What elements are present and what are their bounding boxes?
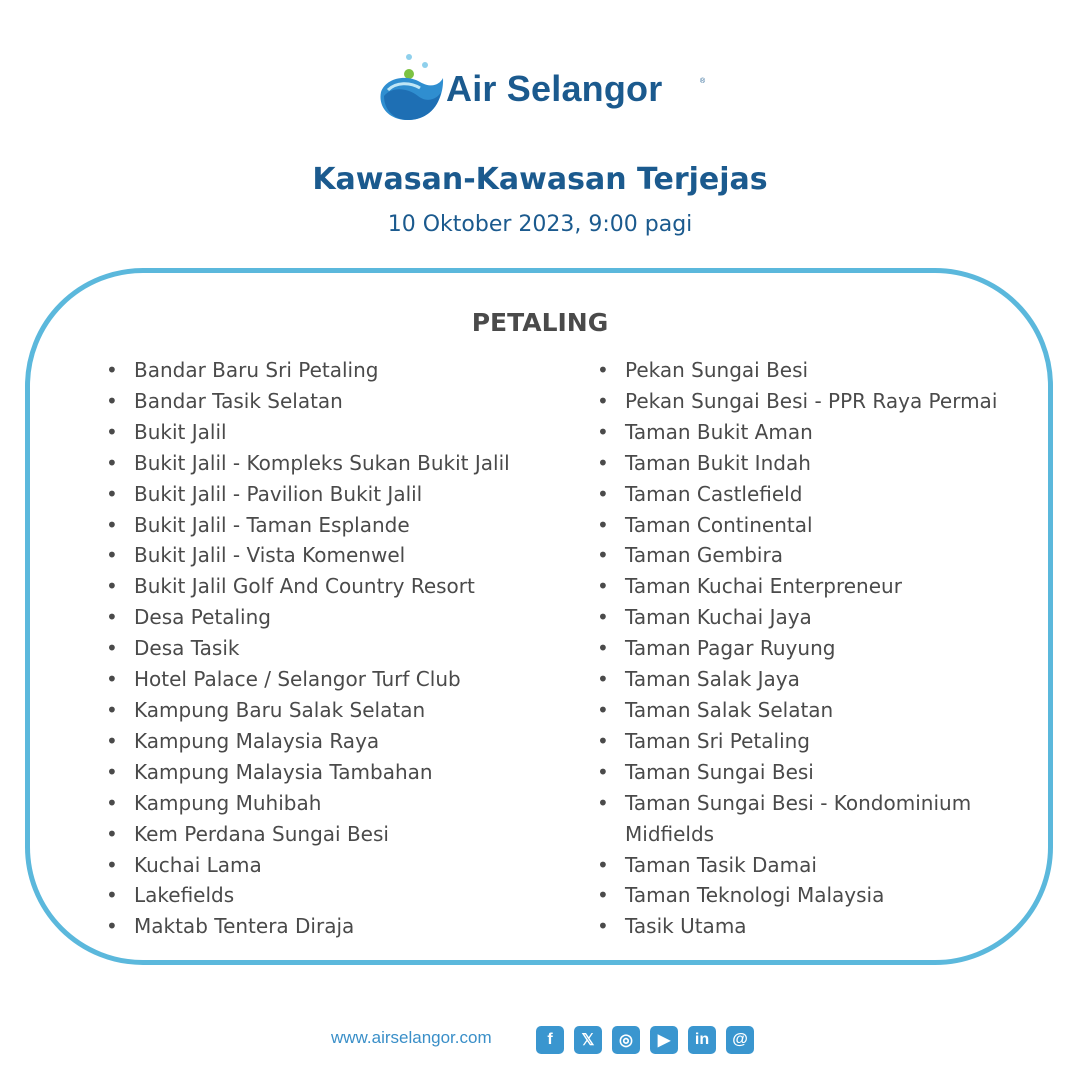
area-list-item: • Pekan Sungai Besi [597, 355, 997, 386]
threads-icon[interactable]: @ [726, 1026, 754, 1054]
area-list-item: • Taman Sungai Besi - Kondominium Midfields [597, 788, 997, 850]
area-list-item: • Pekan Sungai Besi - PPR Raya Permai [597, 386, 997, 417]
district-heading: PETALING [471, 308, 609, 337]
area-list-item: • Kampung Baru Salak Selatan [106, 695, 576, 726]
facebook-icon[interactable]: f [536, 1026, 564, 1054]
area-list-item: • Taman Gembira [597, 540, 997, 571]
area-list-item: • Taman Salak Selatan [597, 695, 997, 726]
page-title: Kawasan-Kawasan Terjejas [312, 162, 768, 197]
area-list-item: • Hotel Palace / Selangor Turf Club [106, 664, 576, 695]
area-list-item: • Bukit Jalil Golf And Country Resort [106, 571, 576, 602]
area-list-item: • Taman Salak Jaya [597, 664, 997, 695]
area-list-item: • Taman Kuchai Jaya [597, 602, 997, 633]
area-list-item: • Desa Petaling [106, 602, 576, 633]
area-list-item: • Lakefields [106, 880, 576, 911]
area-list-item: • Maktab Tentera Diraja [106, 911, 576, 942]
area-list-item: • Taman Kuchai Enterpreneur [597, 571, 997, 602]
area-list-item: • Taman Teknologi Malaysia [597, 880, 997, 911]
instagram-icon[interactable]: ◎ [612, 1026, 640, 1054]
area-list-item: • Kampung Muhibah [106, 788, 576, 819]
air-selangor-logo [378, 52, 718, 124]
area-list-item: • Bandar Baru Sri Petaling [106, 355, 576, 386]
areas-list-left [106, 355, 576, 942]
area-list-item: • Bukit Jalil [106, 417, 576, 448]
area-list-item: • Taman Bukit Aman [597, 417, 997, 448]
registered-mark: ® [700, 78, 706, 85]
areas-list-right [597, 355, 997, 942]
area-list-item: • Taman Sungai Besi [597, 757, 997, 788]
x-icon[interactable]: 𝕏 [574, 1026, 602, 1054]
area-list-item: • Kampung Malaysia Raya [106, 726, 576, 757]
area-list-item: • Bukit Jalil - Kompleks Sukan Bukit Jalil [106, 448, 576, 479]
area-list-item: • Taman Pagar Ruyung [597, 633, 997, 664]
area-list-item: • Kem Perdana Sungai Besi [106, 819, 576, 850]
area-list-item: • Taman Continental [597, 510, 997, 541]
area-list-item: • Kampung Malaysia Tambahan [106, 757, 576, 788]
area-list-item: • Desa Tasik [106, 633, 576, 664]
linkedin-icon[interactable]: in [688, 1026, 716, 1054]
area-list-item: • Tasik Utama [597, 911, 997, 942]
water-drop-logo-icon [378, 52, 444, 124]
website-link[interactable]: www.airselangor.com [331, 1028, 492, 1047]
social-links [536, 1026, 754, 1054]
area-list-item: • Bandar Tasik Selatan [106, 386, 576, 417]
area-list-item: • Bukit Jalil - Vista Komenwel [106, 540, 576, 571]
page-date: 10 Oktober 2023, 9:00 pagi [387, 212, 693, 237]
area-list-item: • Bukit Jalil - Pavilion Bukit Jalil [106, 479, 576, 510]
area-list-item: • Taman Castlefield [597, 479, 997, 510]
area-list-item: • Taman Sri Petaling [597, 726, 997, 757]
area-list-item: • Kuchai Lama [106, 850, 576, 881]
area-list-item: • Bukit Jalil - Taman Esplande [106, 510, 576, 541]
area-list-item: • Taman Bukit Indah [597, 448, 997, 479]
youtube-icon[interactable]: ▶ [650, 1026, 678, 1054]
area-list-item: • Taman Tasik Damai [597, 850, 997, 881]
brand-name: Air Selangor [446, 68, 663, 109]
